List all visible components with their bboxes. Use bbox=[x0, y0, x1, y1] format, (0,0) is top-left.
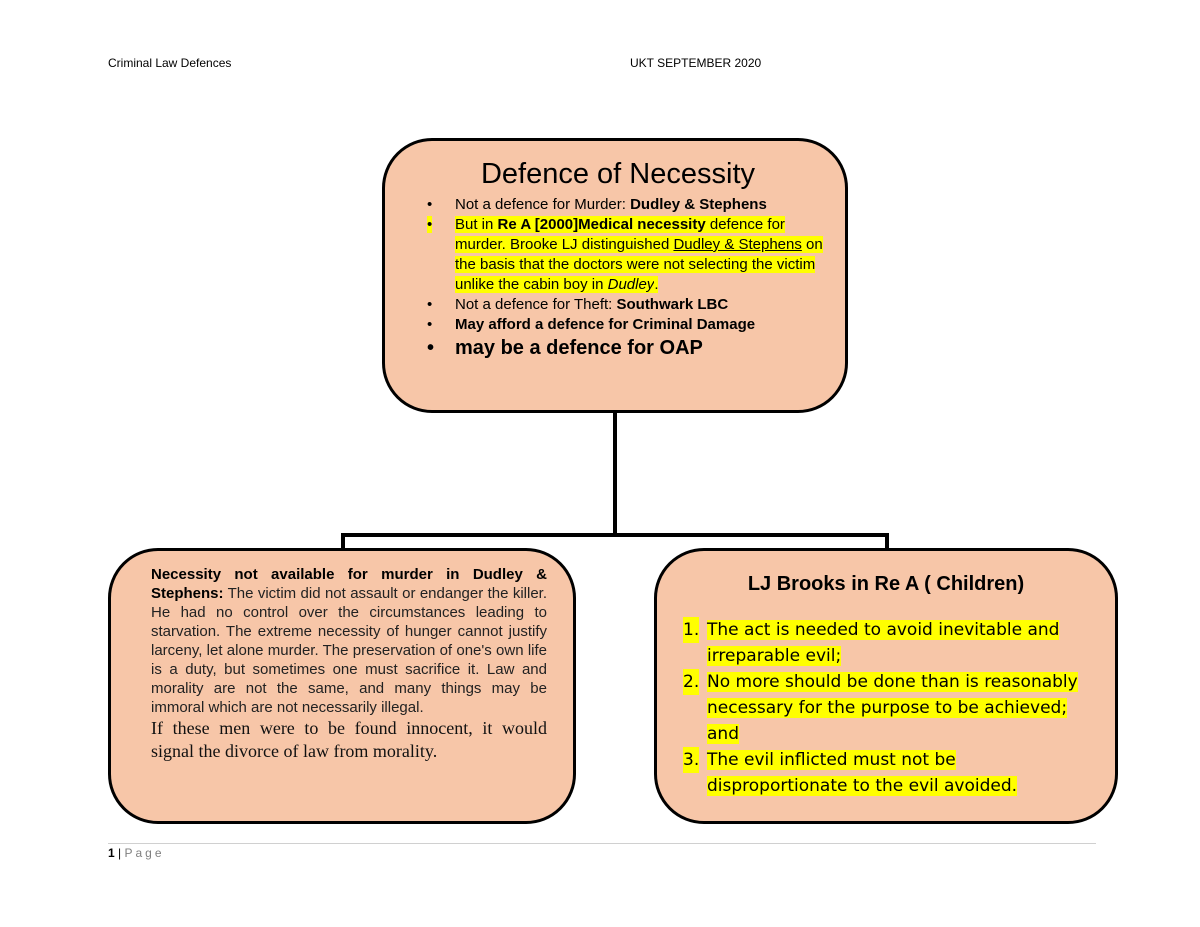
connector-horizontal bbox=[341, 533, 889, 537]
item-text: No more should be done than is reasonably necessary for the purpose to be achieved; and bbox=[707, 672, 1078, 744]
list-item bbox=[413, 315, 823, 335]
page-footer bbox=[108, 846, 165, 860]
bullet-icon: • bbox=[427, 316, 433, 333]
bullet-icon: • bbox=[427, 196, 433, 213]
item-bold: Re A [2000]Medical necessity bbox=[497, 216, 706, 233]
bullet-icon: • bbox=[427, 337, 435, 359]
dudley-stephens-box bbox=[108, 548, 576, 824]
page-number: 1 bbox=[108, 846, 115, 860]
item-text: . bbox=[654, 276, 659, 293]
bullet-icon: • bbox=[427, 216, 433, 233]
list-item bbox=[677, 747, 1095, 799]
item-number: 1. bbox=[683, 617, 699, 643]
item-bold: Dudley & Stephens bbox=[630, 196, 767, 213]
list-item bbox=[413, 335, 823, 362]
footer-divider bbox=[108, 843, 1096, 844]
necessity-list bbox=[413, 195, 823, 362]
item-number: 3. bbox=[683, 747, 699, 773]
re-a-title: LJ Brooks in Re A ( Children) bbox=[747, 573, 1025, 595]
re-a-box bbox=[654, 548, 1118, 824]
item-text: defence for murder. Brooke LJ distinguished bbox=[455, 216, 785, 253]
item-bold: Southwark LBC bbox=[616, 296, 729, 313]
connector-vertical-main bbox=[613, 412, 617, 536]
bullet-icon: • bbox=[427, 296, 433, 313]
necessity-box bbox=[382, 138, 848, 413]
item-text: Not a defence for Theft: bbox=[455, 296, 617, 313]
item-number: 2. bbox=[683, 669, 699, 695]
re-a-list bbox=[677, 617, 1095, 799]
dudley-heading: Necessity not available for murder in Dudley & Stephens: bbox=[151, 566, 547, 602]
page-word: Page bbox=[124, 846, 165, 860]
item-text: may be a defence for OAP bbox=[455, 337, 703, 359]
header-right: UKT SEPTEMBER 2020 bbox=[630, 56, 762, 70]
item-bold: May afford a defence for Criminal Damage bbox=[455, 316, 756, 333]
item-text: on the basis that the doctors were not selecting the victim unlike the cabin boy in bbox=[455, 236, 823, 293]
list-item bbox=[677, 617, 1095, 669]
item-text: The act is needed to avoid inevitable and irreparable evil; bbox=[707, 620, 1060, 666]
item-text: The evil inflicted must not be disproportionate to the evil avoided. bbox=[707, 750, 1018, 796]
item-italic: Dudley bbox=[607, 276, 655, 293]
item-text: Not a defence for Murder: bbox=[455, 196, 631, 213]
dudley-body: The victim did not assault or endanger the killer. He had no control over the circumstances leading to starvation. The extreme necessity of hunger cannot justify larceny, let alone murder. The preservation of one's own life is a duty, but sometimes one must sacrifice it. Law and morality are not the same, and many things may be immoral which are not necessarily illegal. bbox=[151, 585, 547, 716]
item-underline: Dudley & Stephens bbox=[673, 236, 802, 253]
list-item bbox=[413, 215, 823, 295]
item-text: But in bbox=[455, 216, 498, 233]
list-item bbox=[413, 195, 823, 215]
header-left: Criminal Law Defences bbox=[108, 56, 232, 70]
necessity-title: Defence of Necessity bbox=[480, 158, 755, 190]
dudley-quote: If these men were to be found innocent, it would signal the divorce of law from morality. bbox=[151, 718, 547, 761]
list-item bbox=[677, 669, 1095, 747]
dudley-stephens-text bbox=[151, 565, 547, 763]
list-item bbox=[413, 295, 823, 315]
footer-separator: | bbox=[114, 846, 125, 860]
